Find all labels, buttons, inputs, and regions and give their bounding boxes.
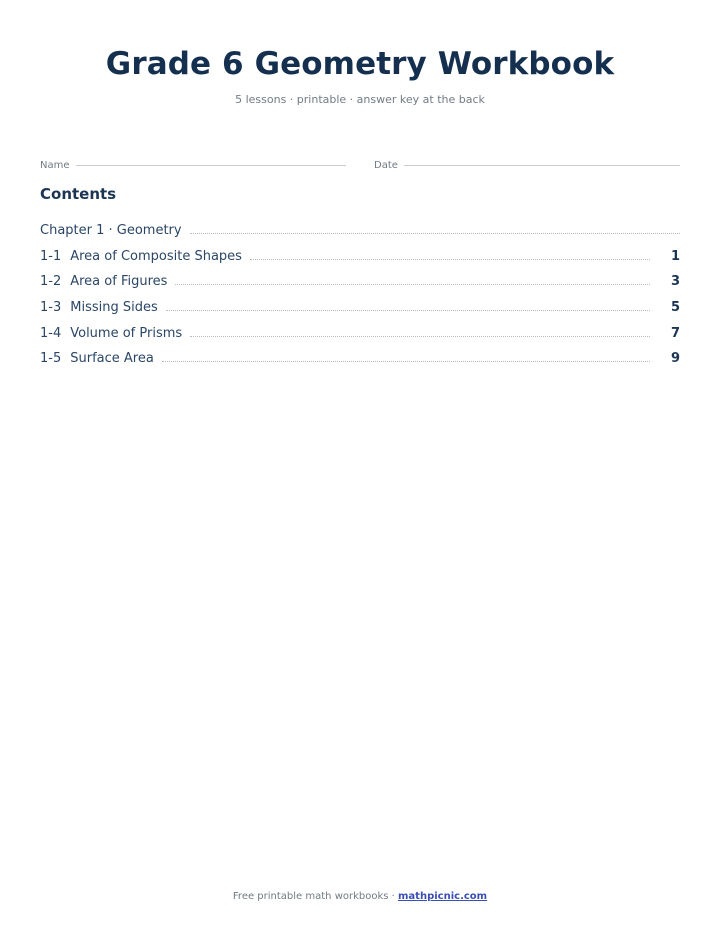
toc-lesson-number: 1-2 — [40, 274, 62, 290]
toc-chapter-row — [40, 220, 680, 240]
toc-lesson-title: Surface Area — [70, 351, 154, 367]
toc-entry — [40, 299, 158, 317]
page-title: Grade 6 Geometry Workbook — [105, 46, 615, 82]
page-subtitle: 5 lessons · printable · answer key at the back — [235, 93, 485, 106]
footer-link[interactable]: mathpicnic.com — [398, 891, 488, 902]
toc-row-1-3[interactable] — [40, 297, 680, 317]
toc-page-number: 9 — [670, 351, 680, 367]
page-footer — [0, 891, 720, 902]
toc-leader-dots — [250, 259, 650, 260]
date-label: Date — [374, 160, 398, 171]
toc-entry — [40, 248, 242, 266]
toc-entry — [40, 273, 167, 291]
date-field — [374, 158, 680, 172]
name-date-fields — [40, 158, 680, 172]
toc-lesson-title: Volume of Prisms — [70, 325, 183, 341]
name-line — [76, 165, 346, 166]
date-line — [404, 165, 680, 166]
toc-row-1-5[interactable] — [40, 348, 680, 368]
toc-lesson-title: Area of Figures — [70, 274, 168, 290]
toc-lesson-title: Area of Composite Shapes — [70, 248, 242, 264]
toc-page-number: 7 — [670, 325, 680, 341]
toc-lesson-number: 1-1 — [40, 248, 62, 264]
toc-page-number: 1 — [670, 248, 680, 264]
toc-lesson-title: Missing Sides — [70, 300, 158, 316]
toc-row-1-2[interactable] — [40, 271, 680, 291]
toc-row-1-1[interactable] — [40, 246, 680, 266]
toc-leader-dots — [162, 361, 650, 362]
table-of-contents — [40, 220, 680, 374]
toc-entry — [40, 325, 182, 343]
toc-leader-dots — [166, 310, 650, 311]
toc-leader-dots — [190, 233, 680, 234]
toc-chapter-title: Chapter 1 · Geometry — [40, 223, 182, 238]
name-label: Name — [40, 160, 70, 171]
toc-leader-dots — [190, 336, 650, 337]
contents-heading: Contents — [40, 185, 117, 203]
toc-lesson-number: 1-5 — [40, 351, 62, 367]
toc-leader-dots — [175, 284, 650, 285]
toc-entry — [40, 350, 154, 368]
toc-lesson-number: 1-3 — [40, 300, 62, 316]
footer-text: Free printable math workbooks · — [232, 891, 399, 902]
toc-row-1-4[interactable] — [40, 323, 680, 343]
toc-page-number: 5 — [670, 300, 680, 316]
name-field — [40, 158, 346, 172]
toc-lesson-number: 1-4 — [40, 325, 62, 341]
toc-page-number: 3 — [670, 274, 680, 290]
